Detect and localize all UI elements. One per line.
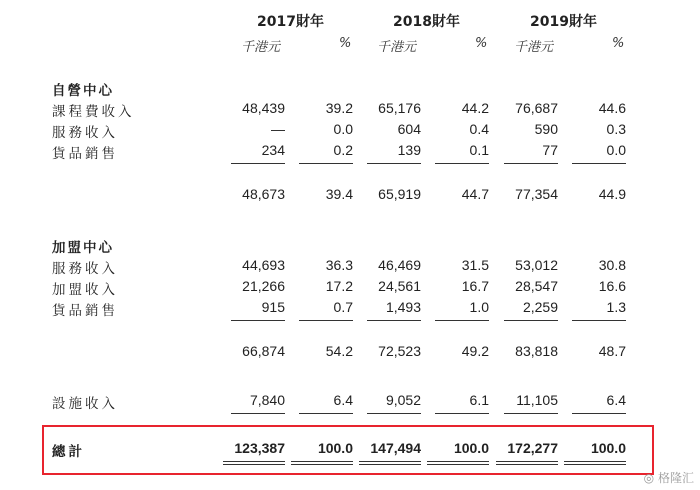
facility-value: 7,840 [249,392,285,408]
row-value: 44.2 [461,100,489,116]
row-label: 課程費收入 [52,104,135,120]
row-value: 31.5 [461,257,489,273]
row-label: 貨品銷售 [52,303,118,319]
underline [572,163,626,164]
total-value: 100.0 [317,440,353,456]
row-value: 65,176 [378,100,421,116]
row-value: 21,266 [242,278,285,294]
unit-pct-label: % [612,36,625,51]
subtotal-value: 77,354 [515,186,558,202]
row-value: 590 [534,121,558,137]
row-value: 139 [397,142,421,158]
watermark-text: 格隆汇 [657,471,694,485]
year-header: 2018財年 [393,14,460,30]
underline [367,413,421,414]
row-value: — [271,121,285,137]
unit-amount-label: 千港元 [241,40,281,55]
subtotal-value: 49.2 [461,343,489,359]
subtotal-value: 39.4 [325,186,353,202]
row-label: 貨品銷售 [52,146,118,162]
row-value: 16.7 [461,278,489,294]
row-value: 1.0 [469,299,489,315]
total-highlight-box [42,425,654,475]
subtotal-value: 72,523 [378,343,421,359]
subtotal-value: 44.7 [461,186,489,202]
subtotal-value: 66,874 [242,343,285,359]
facility-value: 6.4 [333,392,353,408]
underline [231,320,285,321]
watermark-logo-icon: ◎ [643,471,655,485]
row-label: 設施收入 [52,396,118,412]
year-header: 2019財年 [530,14,597,30]
row-value: 0.2 [333,142,353,158]
subtotal-value: 65,919 [378,186,421,202]
row-value: 44,693 [242,257,285,273]
row-label: 加盟收入 [52,282,118,298]
underline [435,163,489,164]
underline [299,413,353,414]
row-value: 234 [261,142,285,158]
row-value: 39.2 [325,100,353,116]
row-value: 2,259 [522,299,558,315]
row-value: 17.2 [325,278,353,294]
row-value: 48,439 [242,100,285,116]
year-header: 2017財年 [257,14,324,30]
underline [435,413,489,414]
row-value: 28,547 [515,278,558,294]
facility-value: 11,105 [516,392,558,408]
underline [231,413,285,414]
underline [572,413,626,414]
underline [572,320,626,321]
underline [504,413,558,414]
subtotal-value: 54.2 [325,343,353,359]
total-value: 123,387 [234,440,285,456]
row-value: 1,493 [385,299,421,315]
watermark [644,469,694,486]
total-value: 147,494 [370,440,421,456]
total-value: 100.0 [590,440,626,456]
subtotal-value: 44.9 [598,186,626,202]
total-value: 100.0 [453,440,489,456]
unit-amount-label: 千港元 [377,40,417,55]
row-label: 服務收入 [52,261,118,277]
row-value: 46,469 [378,257,421,273]
row-value: 0.0 [333,121,353,137]
row-label: 服務收入 [52,125,118,141]
row-value: 30.8 [598,257,626,273]
row-value: 0.1 [469,142,489,158]
unit-pct-label: % [339,36,352,51]
underline [504,320,558,321]
underline [367,163,421,164]
unit-pct-label: % [475,36,488,51]
row-value: 77 [542,142,558,158]
underline [299,163,353,164]
underline [231,163,285,164]
row-value: 1.3 [606,299,626,315]
facility-value: 9,052 [385,392,421,408]
row-value: 44.6 [598,100,626,116]
section-title: 加盟中心 [52,240,114,256]
underline [367,320,421,321]
row-value: 0.3 [606,121,626,137]
row-value: 604 [397,121,421,137]
subtotal-value: 48,673 [242,186,285,202]
underline [504,163,558,164]
subtotal-value: 83,818 [515,343,558,359]
row-value: 0.7 [333,299,353,315]
row-value: 76,687 [515,100,558,116]
row-value: 16.6 [598,278,626,294]
facility-value: 6.4 [606,392,626,408]
unit-amount-label: 千港元 [514,40,554,55]
total-label: 總計 [52,444,85,460]
subtotal-value: 48.7 [598,343,626,359]
row-value: 36.3 [325,257,353,273]
row-value: 53,012 [515,257,558,273]
section-title: 自營中心 [52,83,114,99]
facility-value: 6.1 [469,392,489,408]
row-value: 0.0 [606,142,626,158]
total-value: 172,277 [507,440,558,456]
underline [435,320,489,321]
row-value: 915 [261,299,285,315]
underline [299,320,353,321]
row-value: 24,561 [378,278,421,294]
row-value: 0.4 [469,121,489,137]
